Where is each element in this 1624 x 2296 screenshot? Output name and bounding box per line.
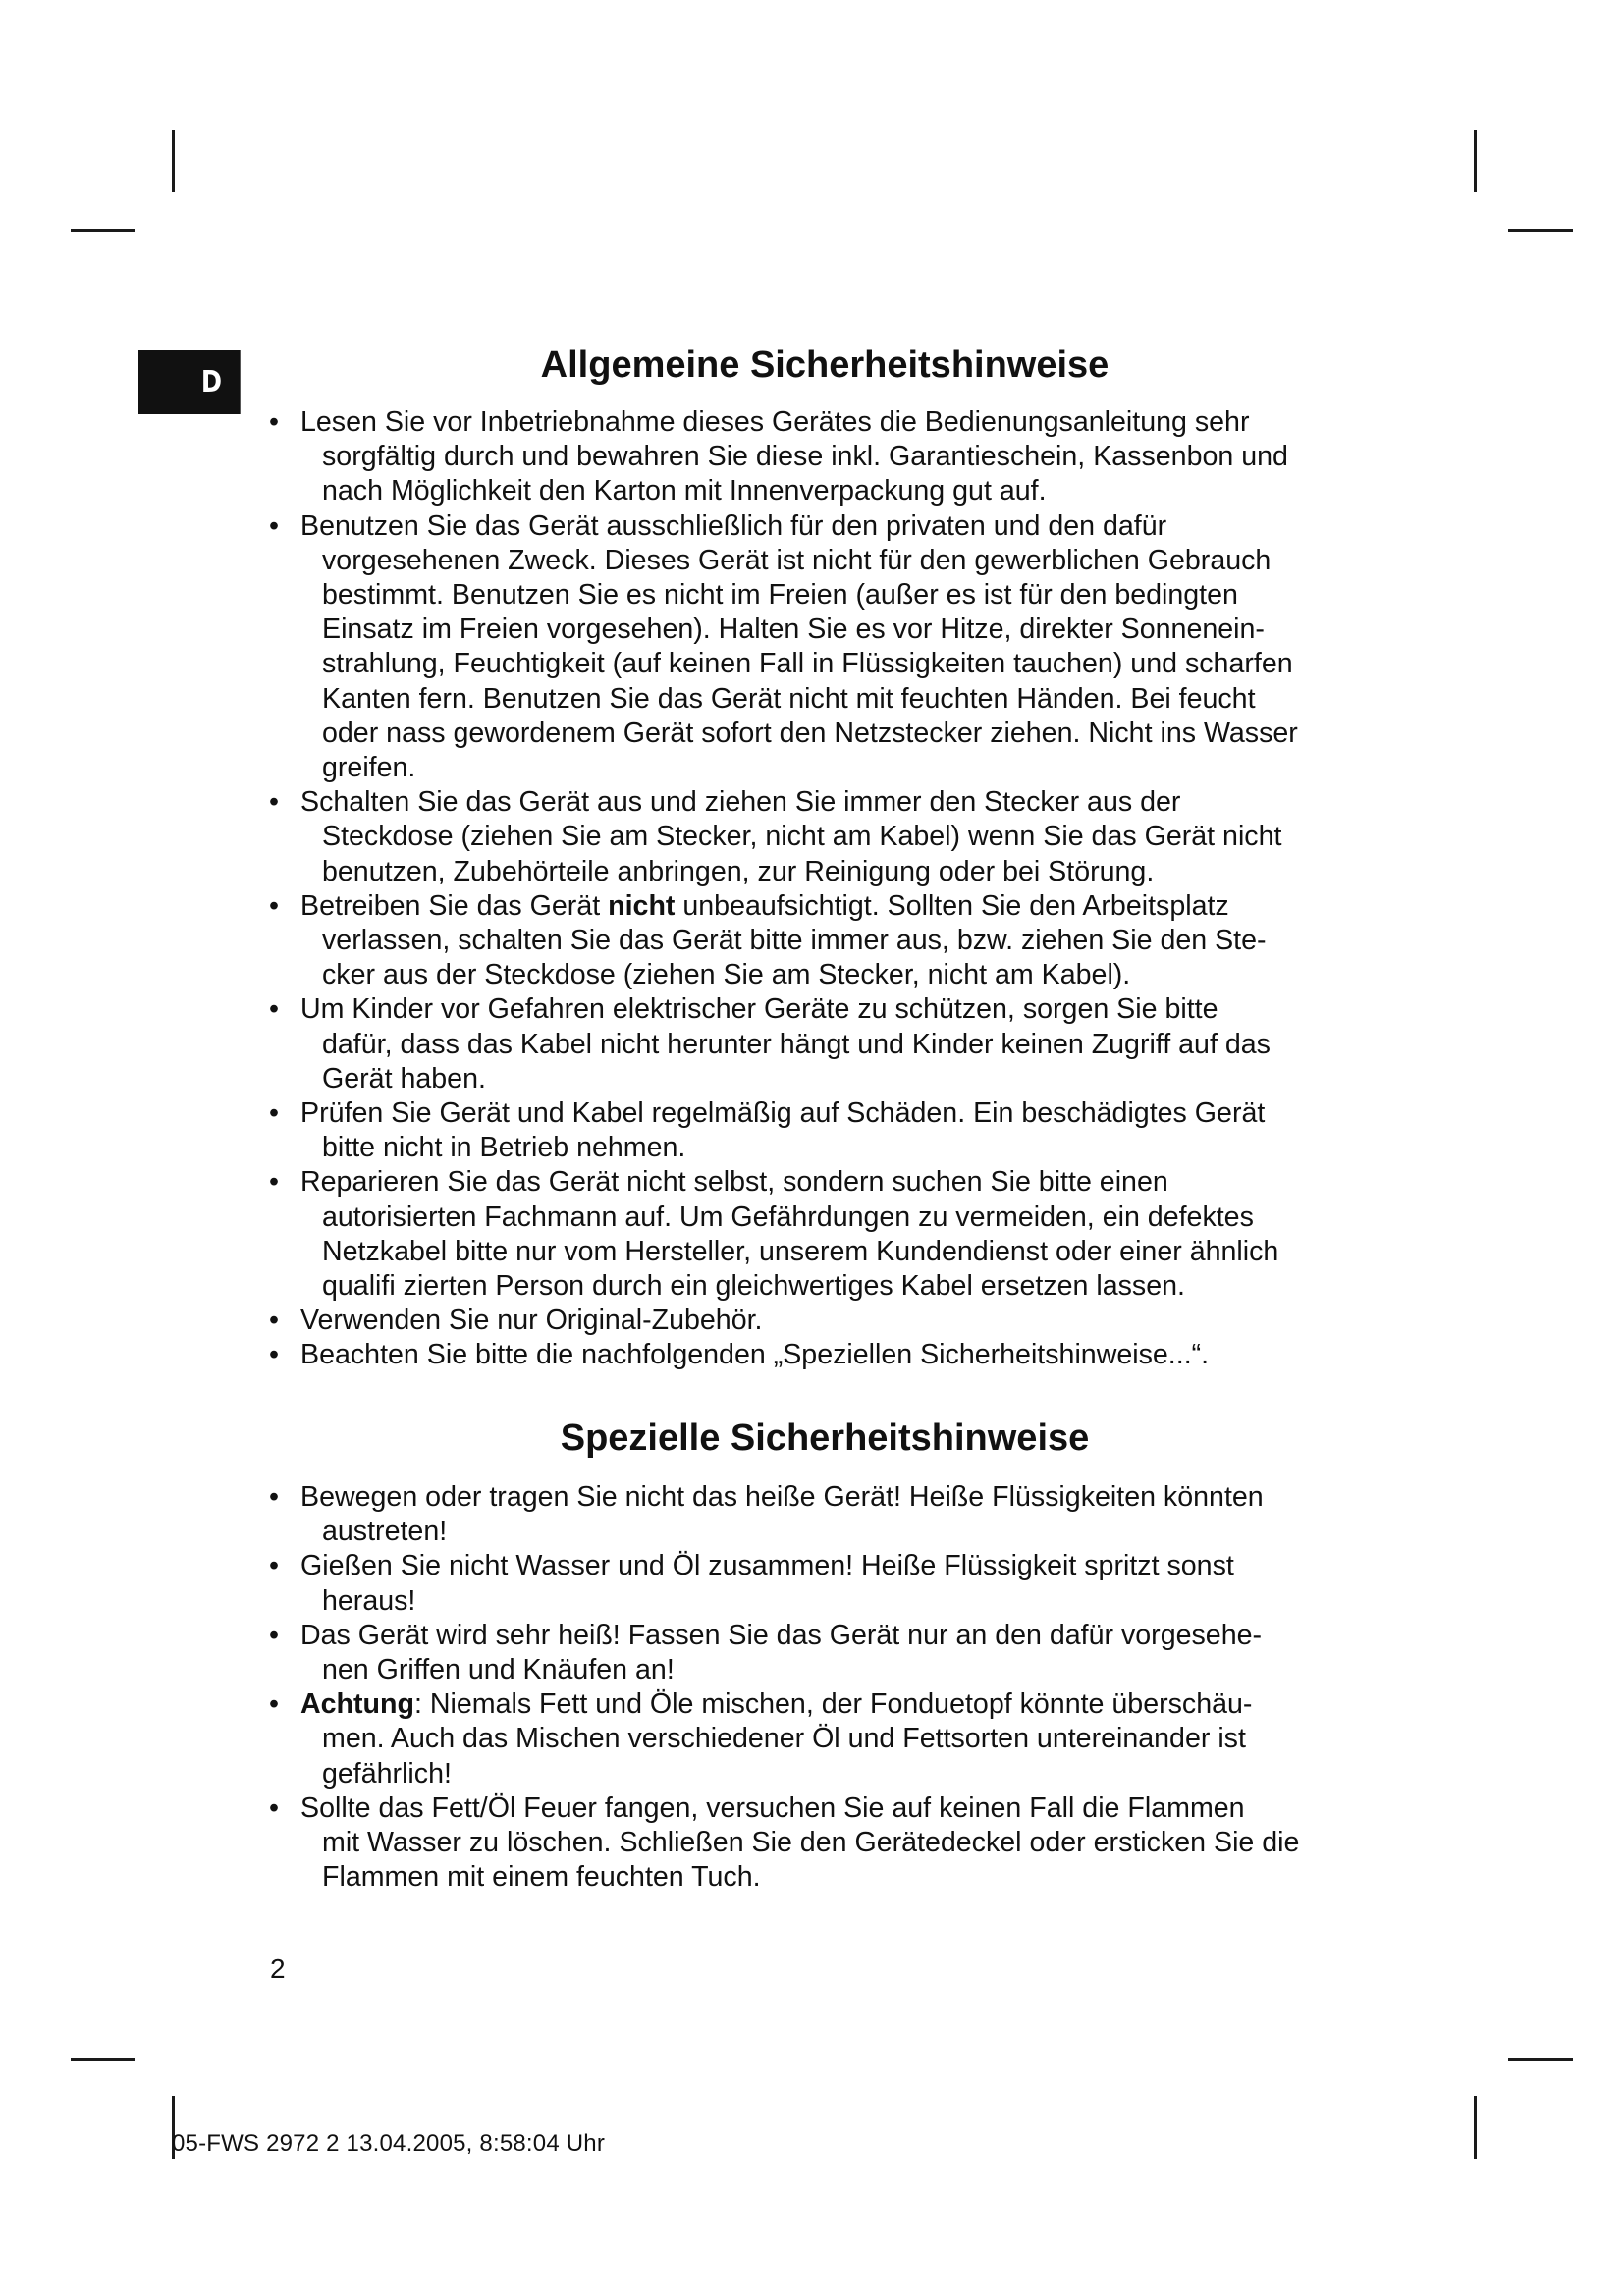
crop-mark-bottom-right-vertical (1474, 2096, 1477, 2159)
general-safety-list (265, 405, 1396, 1373)
list-item: • Reparieren Sie das Gerät nicht selbst, sondern suchen Sie bitte einen autorisierten Fachmann auf. Um Gefährdungen zu vermeiden, ein defektes Netzkabel bitte nur vom Hersteller, unserem Kundendienst oder einer ähnlich qualifi zierten Person durch ein gleichwertiges Kabel ersetzen lassen. (269, 1166, 1279, 1303)
general-safety-title: Allgemeine Sicherheitshinweise (540, 345, 1110, 386)
list-item: • Gießen Sie nicht Wasser und Öl zusammen! Heiße Flüssigkeit spritzt sonst heraus! (269, 1550, 1234, 1617)
special-safety-title: Spezielle Sicherheitshinweise (560, 1417, 1090, 1459)
crop-mark-top-right-vertical (1474, 130, 1477, 192)
list-item: • Bewegen oder tragen Sie nicht das heiße Gerät! Heiße Flüssigkeiten könnten austreten! (269, 1481, 1264, 1548)
crop-mark-bottom-left-horizontal (71, 2058, 135, 2061)
list-item: • Betreiben Sie das Gerät nicht unbeaufsichtigt. Sollten Sie den Arbeitsplatz verlassen, schalten Sie das Gerät bitte immer aus, bzw. ziehen Sie den Ste- cker aus der Steckdose (ziehen Sie am Stecker, nicht am Kabel). (269, 889, 1267, 991)
print-info: 05-FWS 2972 2 13.04.2005, 8:58:04 Uhr (172, 2130, 606, 2157)
crop-mark-bottom-right-horizontal (1508, 2058, 1573, 2061)
list-item: • Um Kinder vor Gefahren elektrischer Geräte zu schützen, sorgen Sie bitte dafür, dass das Kabel nicht herunter hängt und Kinder keinen Zugriff auf das Gerät haben. (269, 993, 1271, 1095)
list-item: • Schalten Sie das Gerät aus und ziehen Sie immer den Stecker aus der Steckdose (ziehen Sie am Stecker, nicht am Kabel) wenn Sie das Gerät nicht benutzen, Zubehörteile anbringen, zur Reinigung oder bei Störung. (269, 786, 1282, 887)
crop-mark-top-left-horizontal (71, 229, 135, 232)
list-item: • Das Gerät wird sehr heiß! Fassen Sie das Gerät nur an den dafür vorgesehe- nen Griffen und Knäufen an! (269, 1619, 1263, 1686)
list-item: • Sollte das Fett/Öl Feuer fangen, versuchen Sie auf keinen Fall die Flammen mit Wasser zu löschen. Schließen Sie den Gerätedeckel oder ersticken Sie die Flammen mit einem feuchten Tuch. (269, 1791, 1300, 1894)
list-item: • Beachten Sie bitte die nachfolgenden „Speziellen Sicherheitshinweise...“. (269, 1339, 1210, 1371)
list-item: • Lesen Sie vor Inbetriebnahme dieses Gerätes die Bedienungsanleitung sehr sorgfältig durch und bewahren Sie diese inkl. Garantieschein, Kassenbon und nach Möglichkeit den Karton mit Innenverpackung gut auf. (269, 406, 1288, 507)
special-safety-list (265, 1480, 1396, 1895)
crop-mark-top-left-vertical (172, 130, 175, 192)
page-number: 2 (270, 1953, 286, 1984)
list-item: • Verwenden Sie nur Original-Zubehör. (269, 1305, 763, 1337)
list-item: • Achtung: Niemals Fett und Öle mischen, der Fonduetopf könnte überschäu- men. Auch das Mischen verschiedener Öl und Fettsorten untereinander ist gefährlich! (269, 1688, 1253, 1789)
list-item: • Benutzen Sie das Gerät ausschließlich für den privaten und den dafür vorgesehenen Zweck. Dieses Gerät ist nicht für den gewerblichen Gebrauch bestimmt. Benutzen Sie es nicht im Freien (außer es ist für den bedingten Einsatz im Freien vorgesehen). Halten Sie es vor Hitze, direkter Sonnenein- strahlung, Feuchtigkeit (auf keinen Fall in Flüssigkeiten tauchen) und scharfen Kanten fern. Benutzen Sie das Gerät nicht mit feuchten Händen. Bei feucht oder nass gewordenem Gerät sofort den Netzstecker ziehen. Nicht ins Wasser greifen. (269, 509, 1298, 784)
list-item: • Prüfen Sie Gerät und Kabel regelmäßig auf Schäden. Ein beschädigtes Gerät bitte nicht in Betrieb nehmen. (269, 1097, 1266, 1164)
language-tab: D (138, 350, 241, 414)
crop-mark-top-right-horizontal (1508, 229, 1573, 232)
